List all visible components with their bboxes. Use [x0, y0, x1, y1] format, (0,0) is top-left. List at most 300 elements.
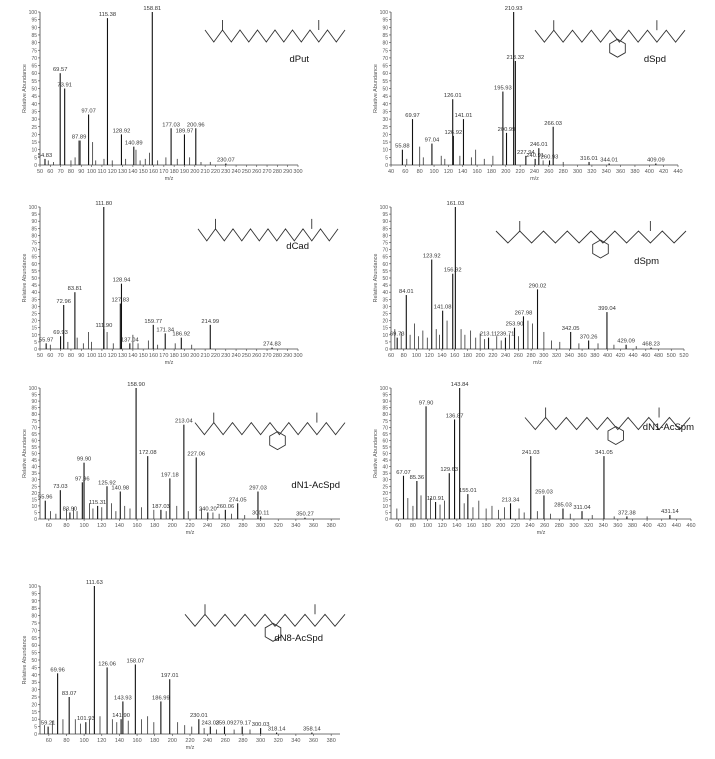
y-tick-label: 35	[382, 471, 388, 478]
x-tick-label: 60	[45, 738, 52, 744]
x-tick-label: 360	[308, 523, 319, 529]
x-tick-label: 60	[45, 523, 52, 529]
x-tick-label: 280	[272, 169, 282, 175]
y-tick-label: 75	[31, 48, 37, 55]
x-tick-label: 110	[97, 353, 107, 359]
x-tick-label: 120	[443, 169, 453, 175]
peak-label: 55.97	[38, 337, 54, 344]
x-tick-label: 220	[210, 169, 221, 175]
spectrum-panel-7	[22, 580, 345, 751]
y-tick-label: 100	[28, 10, 37, 16]
y-tick-label: 0	[385, 163, 388, 169]
peak-label: 399.04	[598, 306, 616, 313]
x-tick-label: 280	[526, 353, 536, 359]
peak-label: 128.94	[112, 277, 131, 284]
x-tick-label: 280	[238, 523, 248, 529]
peak-label: 253.90	[505, 321, 524, 328]
x-tick-label: 380	[630, 169, 640, 175]
x-tick-label: 100	[79, 738, 89, 744]
x-tick-label: 320	[587, 169, 597, 175]
y-tick-label: 20	[31, 490, 37, 497]
molecule-ring	[593, 240, 609, 258]
x-tick-label: 60	[387, 353, 395, 359]
peak-label: 285.03	[554, 502, 572, 509]
y-tick-label: 70	[382, 247, 388, 254]
y-tick-label: 70	[31, 55, 37, 62]
peak-label: 158.81	[143, 6, 162, 12]
x-tick-label: 50	[36, 353, 44, 359]
peak-label: 240.20	[198, 506, 217, 513]
y-tick-label: 40	[31, 464, 37, 471]
peak-label: 318.14	[267, 726, 286, 733]
peak-label: 97.90	[418, 400, 434, 407]
x-tick-label: 400	[644, 169, 654, 175]
x-tick-label: 140	[452, 523, 462, 529]
y-tick-label: 70	[31, 628, 37, 635]
peak-label: 186.92	[172, 331, 191, 338]
x-tick-label: 300	[572, 169, 583, 175]
compound-name: dCad	[286, 241, 309, 252]
x-tick-label: 100	[429, 169, 439, 175]
x-tick-label: 140	[128, 169, 138, 175]
x-tick-label: 400	[602, 353, 613, 359]
peak-label: 126.06	[98, 661, 116, 668]
x-tick-label: 260	[513, 353, 523, 359]
x-tick-label: 120	[107, 353, 117, 359]
y-tick-label: 25	[382, 124, 388, 131]
x-tick-label: 200	[496, 523, 506, 529]
x-tick-label: 300	[255, 523, 266, 529]
x-tick-label: 360	[613, 523, 623, 529]
peak-label: 159.77	[144, 318, 163, 325]
y-tick-label: 65	[382, 63, 388, 70]
y-tick-label: 20	[31, 318, 37, 325]
peak-label: 260.93	[540, 154, 559, 161]
y-tick-label: 45	[31, 283, 37, 290]
y-tick-label: 15	[31, 140, 37, 147]
y-tick-label: 15	[382, 497, 388, 504]
y-tick-label: 95	[382, 392, 388, 399]
y-tick-label: 75	[382, 48, 388, 55]
y-tick-label: 25	[382, 484, 388, 491]
x-tick-label: 290	[283, 169, 293, 175]
peak-label: 274.83	[263, 341, 281, 348]
peak-label: 143.93	[114, 695, 132, 702]
peak-label: 140.89	[124, 140, 143, 147]
y-tick-label: 60	[31, 71, 37, 78]
peak-label: 111.63	[85, 580, 103, 586]
y-tick-label: 30	[31, 687, 37, 694]
y-tick-label: 55	[31, 650, 37, 657]
x-tick-label: 300	[293, 169, 303, 175]
x-tick-label: 340	[291, 738, 301, 744]
peak-label: 186.99	[152, 695, 170, 702]
peak-label: 126.92	[444, 129, 463, 136]
y-tick-label: 30	[31, 304, 37, 311]
x-tick-label: 380	[326, 523, 336, 529]
peak-label: 128.92	[112, 128, 131, 135]
y-tick-label: 20	[382, 132, 388, 139]
x-tick-label: 140	[114, 738, 125, 744]
x-tick-label: 160	[148, 353, 159, 359]
peak-label: 300.11	[252, 510, 270, 517]
compound-name: dSpd	[643, 54, 666, 65]
y-tick-label: 65	[31, 635, 37, 642]
y-tick-label: 95	[382, 17, 388, 24]
y-tick-label: 85	[382, 405, 388, 412]
y-tick-label: 25	[31, 124, 37, 131]
y-tick-label: 55	[382, 78, 388, 85]
peak-label: 200.96	[186, 122, 205, 129]
peak-label: 171.34	[156, 327, 175, 334]
y-tick-label: 35	[31, 680, 37, 687]
y-tick-label: 70	[31, 425, 37, 432]
x-tick-label: 70	[57, 169, 64, 175]
peak-label: 316.01	[580, 155, 598, 162]
x-tick-label: 280	[558, 169, 568, 175]
y-tick-label: 15	[382, 325, 388, 332]
y-tick-label: 55	[31, 444, 37, 451]
peak-label: 279.17	[233, 720, 252, 727]
peak-label: 197.18	[160, 472, 179, 479]
y-tick-label: 50	[31, 276, 37, 282]
x-tick-label: 460	[641, 353, 651, 359]
peak-label: 210.93	[504, 6, 523, 12]
y-tick-label: 20	[31, 132, 37, 139]
y-tick-label: 45	[31, 94, 37, 101]
peak-label: 227.06	[187, 451, 206, 458]
molecule-chain	[535, 30, 685, 42]
peak-label: 83.90	[62, 506, 78, 513]
y-tick-label: 90	[31, 399, 37, 406]
x-tick-label: 250	[241, 169, 251, 175]
y-tick-label: 70	[382, 55, 388, 62]
peak-label: 213.34	[501, 497, 520, 504]
peak-label: 259.03	[535, 489, 553, 496]
x-tick-label: 260	[252, 353, 262, 359]
peak-label: 84.01	[399, 289, 414, 296]
x-tick-label: 70	[57, 353, 64, 359]
x-tick-label: 190	[179, 169, 190, 175]
peak-label: 54.83	[37, 152, 53, 159]
peak-label: 155.01	[458, 488, 477, 495]
x-tick-label: 80	[63, 523, 70, 529]
y-tick-label: 20	[31, 702, 37, 709]
x-tick-label: 120	[97, 738, 107, 744]
y-tick-label: 25	[31, 311, 37, 318]
peak-label: 172.08	[138, 450, 157, 457]
x-tick-label: 480	[653, 353, 664, 359]
x-tick-label: 360	[616, 169, 626, 175]
peak-label: 87.89	[71, 134, 87, 141]
peak-label: 230.01	[189, 713, 208, 720]
peak-label: 97.96	[75, 476, 90, 483]
y-axis-label: Relative Abundance	[373, 64, 379, 113]
y-tick-label: 40	[31, 101, 37, 108]
x-tick-label: 190	[179, 353, 190, 359]
compound-name: dSpm	[634, 256, 659, 267]
peak-label: 115.31	[88, 499, 107, 506]
x-tick-label: 140	[437, 353, 447, 359]
peak-label: 372.38	[618, 510, 636, 517]
y-tick-label: 90	[382, 219, 388, 226]
x-tick-label: 60	[47, 353, 54, 359]
peak-label: 123.92	[422, 253, 441, 260]
y-tick-label: 85	[382, 226, 388, 233]
y-tick-label: 60	[31, 643, 37, 650]
y-tick-label: 10	[31, 147, 37, 154]
molecule-ring	[270, 432, 286, 450]
y-axis-label: Relative Abundance	[373, 253, 379, 303]
peak-label: 127.83	[111, 297, 130, 304]
y-tick-label: 60	[382, 438, 388, 445]
y-tick-label: 30	[382, 477, 388, 484]
peak-label: 187.03	[152, 503, 170, 510]
peak-label: 297.03	[249, 485, 267, 492]
y-tick-label: 65	[31, 431, 37, 438]
molecule-structure	[198, 219, 338, 241]
peak-label: 260.06	[216, 503, 235, 510]
x-tick-label: 260	[544, 169, 554, 175]
peak-label: 129.63	[440, 467, 459, 474]
x-tick-label: 40	[387, 169, 395, 175]
y-tick-label: 0	[34, 163, 37, 169]
x-tick-label: 100	[79, 523, 89, 529]
x-tick-label: 180	[150, 738, 160, 744]
peak-label: 69.96	[50, 667, 65, 674]
y-tick-label: 80	[31, 613, 37, 620]
x-tick-label: 340	[598, 523, 608, 529]
peak-label: 290.02	[528, 283, 547, 290]
y-tick-label: 35	[31, 297, 37, 304]
peak-label: 73.03	[53, 484, 68, 491]
x-tick-label: 160	[472, 169, 482, 175]
y-tick-label: 70	[31, 247, 37, 254]
peak-label: 350.27	[296, 511, 314, 518]
x-tick-label: 380	[627, 523, 638, 529]
y-tick-label: 40	[31, 672, 37, 679]
x-tick-label: 220	[185, 523, 195, 529]
x-tick-label: 100	[87, 169, 97, 175]
y-tick-label: 75	[382, 418, 388, 425]
x-tick-label: 200	[501, 169, 511, 175]
y-axis-label: Relative Abundance	[22, 253, 28, 303]
x-tick-label: 300	[293, 353, 303, 359]
y-tick-label: 90	[382, 399, 388, 406]
y-tick-label: 45	[31, 665, 37, 672]
y-tick-label: 95	[31, 392, 37, 399]
y-tick-label: 65	[31, 254, 37, 261]
compound-name: dN8-AcSpd	[274, 633, 323, 644]
x-tick-label: 80	[67, 353, 75, 359]
y-tick-label: 65	[382, 431, 388, 438]
x-tick-label: 400	[642, 523, 652, 529]
peak-label: 69.93	[53, 330, 68, 337]
x-tick-label: 290	[283, 353, 293, 359]
y-tick-label: 0	[385, 347, 388, 353]
molecule-chain	[195, 423, 345, 435]
x-tick-label: 460	[686, 523, 696, 529]
y-tick-label: 0	[34, 732, 37, 738]
y-tick-label: 85	[31, 606, 37, 613]
x-tick-label: 280	[272, 353, 282, 359]
y-tick-label: 35	[382, 297, 388, 304]
y-tick-label: 5	[34, 724, 37, 731]
x-tick-label: 160	[132, 523, 142, 529]
y-tick-label: 45	[382, 458, 388, 465]
x-tick-label: 200	[167, 523, 177, 529]
y-tick-label: 90	[31, 25, 37, 32]
x-tick-label: 110	[97, 169, 107, 175]
molecule-structure	[535, 20, 685, 57]
peak-label: 468.23	[642, 341, 660, 348]
y-tick-label: 50	[382, 451, 388, 458]
x-tick-label: 90	[78, 353, 85, 359]
y-tick-label: 5	[34, 155, 37, 162]
x-tick-label: 360	[308, 738, 319, 744]
y-tick-label: 20	[382, 490, 388, 497]
x-tick-label: 240	[501, 353, 511, 359]
y-axis-label: Relative Abundance	[373, 429, 379, 478]
peak-label: 246.01	[529, 142, 548, 149]
spectrum-panel-5	[22, 382, 345, 536]
peak-label: 431.14	[661, 509, 679, 516]
x-tick-label: 160	[132, 738, 142, 744]
x-tick-label: 100	[87, 353, 97, 359]
x-tick-label: 80	[416, 169, 423, 175]
y-tick-label: 80	[382, 412, 388, 419]
peak-label: 73.91	[57, 82, 72, 89]
x-tick-label: 50	[36, 169, 44, 175]
x-tick-label: 140	[458, 169, 468, 175]
x-tick-label: 240	[203, 738, 213, 744]
x-tick-label: 180	[486, 169, 497, 175]
peak-label: 69.97	[405, 113, 420, 120]
x-tick-label: 320	[273, 523, 283, 529]
y-tick-label: 90	[31, 219, 37, 226]
x-axis-label: m/z	[164, 176, 174, 182]
spectrum-panel-6	[373, 382, 696, 536]
x-tick-label: 220	[488, 353, 498, 359]
y-tick-label: 85	[31, 32, 37, 39]
x-tick-label: 200	[167, 738, 177, 744]
peak-label: 85.36	[409, 475, 425, 482]
compound-name: dPut	[289, 54, 309, 65]
x-tick-label: 520	[679, 353, 689, 359]
peak-label: 266.03	[544, 120, 563, 127]
peak-label: 370.26	[579, 334, 598, 341]
peak-label: 72.96	[56, 298, 71, 305]
peak-label: 358.14	[303, 726, 321, 733]
y-tick-label: 45	[382, 94, 388, 101]
x-tick-label: 130	[117, 169, 128, 175]
peak-label: 195.93	[494, 85, 512, 92]
x-tick-label: 260	[540, 523, 550, 529]
y-tick-label: 15	[31, 709, 37, 716]
peak-label: 143.84	[450, 382, 469, 388]
peak-label: 59.21	[40, 720, 56, 727]
x-tick-label: 300	[255, 738, 266, 744]
x-tick-label: 120	[97, 523, 107, 529]
peak-label: 83.07	[61, 691, 77, 697]
x-tick-label: 80	[409, 523, 417, 529]
y-tick-label: 80	[31, 40, 37, 47]
y-tick-label: 25	[31, 484, 37, 491]
y-tick-label: 100	[379, 10, 388, 16]
peak-label: 341.05	[595, 450, 613, 457]
y-tick-label: 100	[379, 205, 388, 211]
x-tick-label: 180	[169, 353, 179, 359]
x-tick-label: 200	[475, 353, 485, 359]
x-tick-label: 440	[673, 169, 683, 175]
x-tick-label: 500	[666, 353, 676, 359]
x-tick-label: 120	[437, 523, 447, 529]
x-tick-label: 180	[150, 523, 160, 529]
peak-label: 136.87	[445, 413, 464, 420]
x-tick-label: 180	[481, 523, 491, 529]
y-tick-label: 45	[31, 458, 37, 465]
peak-label: 111.90	[95, 323, 113, 330]
x-tick-label: 380	[326, 738, 336, 744]
y-tick-label: 60	[31, 261, 37, 268]
x-tick-label: 240	[525, 523, 535, 529]
peak-label: 110.91	[426, 495, 445, 502]
y-tick-label: 45	[382, 283, 388, 290]
x-tick-label: 260	[252, 169, 262, 175]
peak-label: 140.98	[111, 485, 130, 492]
x-tick-label: 220	[510, 523, 520, 529]
y-tick-label: 50	[31, 86, 37, 93]
y-tick-label: 15	[31, 325, 37, 332]
y-tick-label: 15	[382, 140, 388, 147]
peak-label: 55.96	[38, 494, 53, 501]
peak-label: 141.90	[112, 713, 130, 720]
x-axis-label: m/z	[536, 530, 546, 536]
x-tick-label: 180	[462, 353, 473, 359]
molecule-structure	[496, 221, 686, 258]
y-tick-label: 95	[31, 17, 37, 24]
peak-label: 69.57	[52, 67, 68, 74]
x-tick-label: 140	[128, 353, 138, 359]
y-tick-label: 60	[382, 261, 388, 268]
y-tick-label: 35	[31, 109, 37, 116]
y-tick-label: 75	[31, 240, 37, 247]
y-tick-label: 90	[31, 598, 37, 605]
x-tick-label: 200	[190, 169, 200, 175]
x-tick-label: 260	[220, 738, 230, 744]
molecule-chain	[205, 30, 345, 42]
peak-label: 189.97	[175, 128, 194, 135]
x-tick-label: 440	[671, 523, 681, 529]
y-tick-label: 50	[31, 451, 37, 458]
y-tick-label: 0	[385, 517, 388, 523]
peak-label: 241.03	[521, 450, 540, 457]
y-tick-label: 70	[382, 425, 388, 432]
y-tick-label: 50	[382, 86, 388, 93]
peak-label: 97.07	[81, 108, 96, 115]
x-tick-label: 60	[402, 169, 409, 175]
peak-label: 200.99	[497, 126, 516, 133]
x-tick-label: 300	[539, 353, 549, 359]
y-tick-label: 40	[382, 464, 388, 471]
peak-label: 137.04	[120, 337, 139, 344]
x-tick-label: 100	[422, 523, 433, 529]
peak-label: 274.05	[228, 497, 247, 504]
x-tick-label: 150	[138, 353, 148, 359]
x-tick-label: 80	[67, 169, 75, 175]
x-axis-label: m/z	[530, 176, 539, 182]
y-axis-label: Relative Abundance	[22, 635, 28, 685]
